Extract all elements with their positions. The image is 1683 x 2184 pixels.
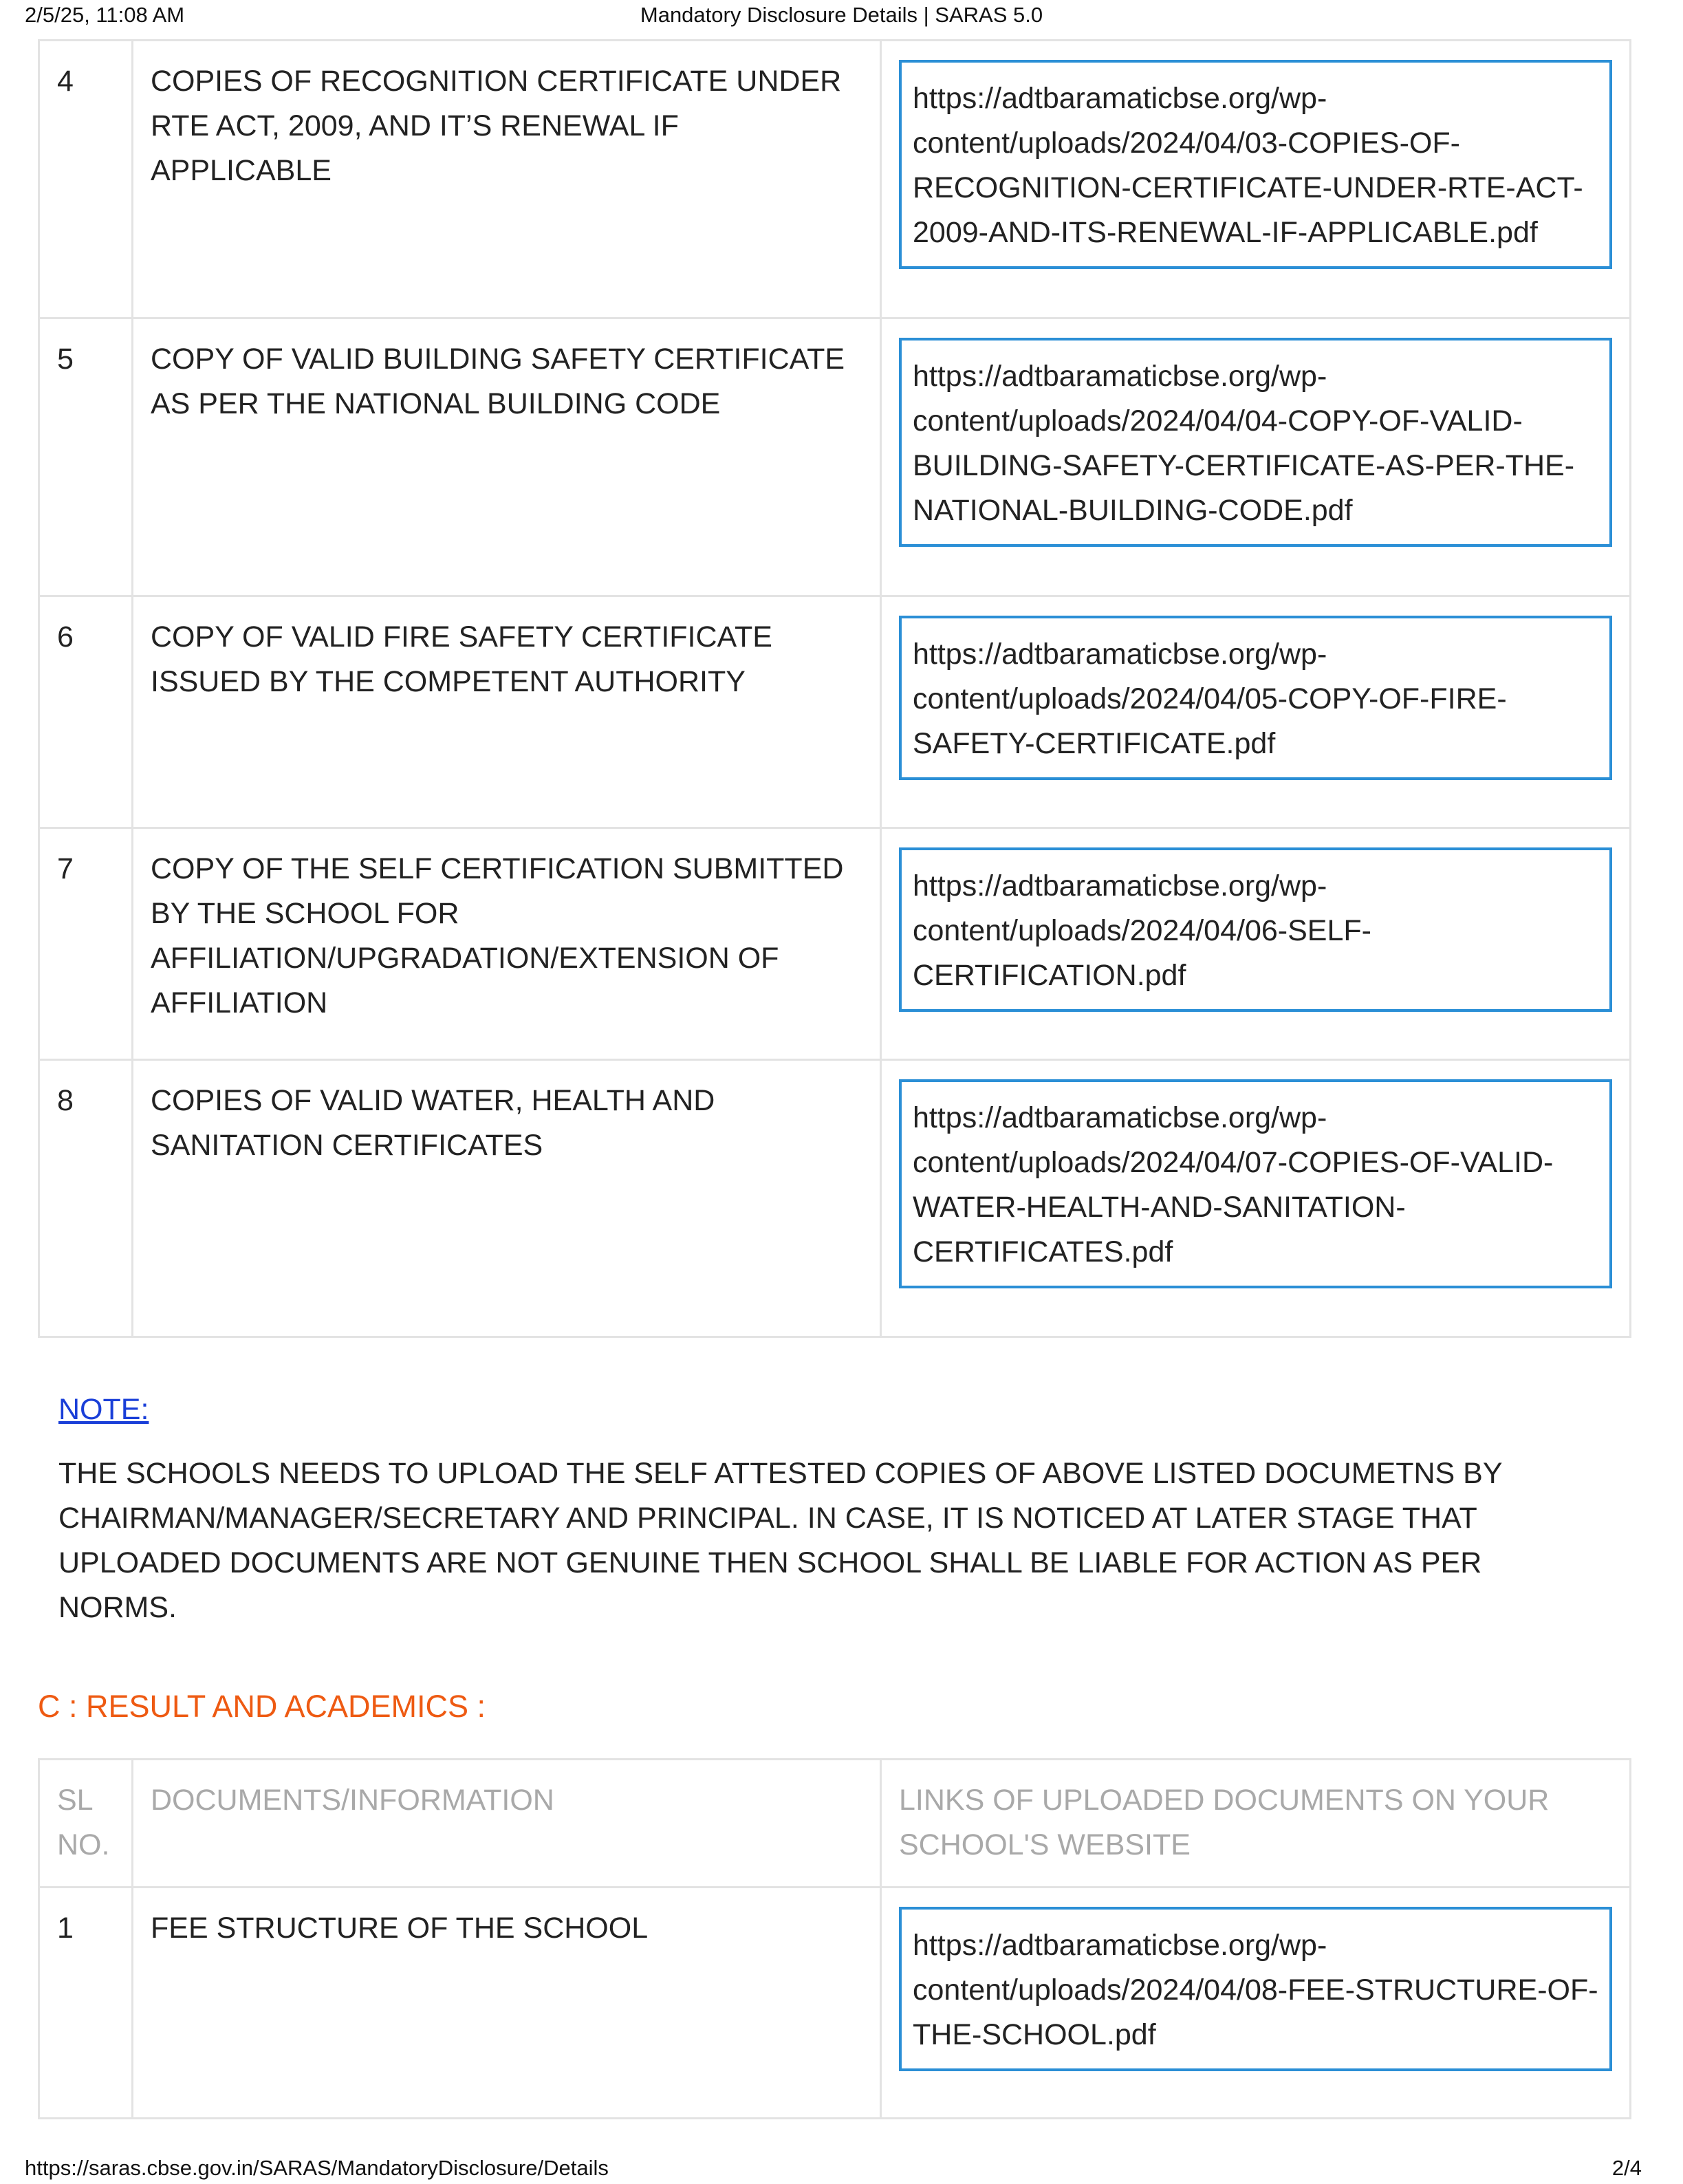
documents-table — [38, 39, 1631, 1338]
print-footer — [0, 2152, 1683, 2182]
table-row — [39, 318, 1631, 596]
document-name: COPY OF VALID FIRE SAFETY CERTIFICATE ISSUED BY THE COMPETENT AUTHORITY — [133, 596, 881, 828]
sl-number: 4 — [39, 41, 133, 318]
document-name: FEE STRUCTURE OF THE SCHOOL — [133, 1888, 881, 2119]
column-header-sl: SL NO. — [39, 1760, 133, 1888]
page-number: 2/4 — [1611, 2156, 1642, 2180]
table-row — [39, 596, 1631, 828]
link-cell — [881, 828, 1631, 1060]
link-cell — [881, 318, 1631, 596]
link-cell — [881, 1888, 1631, 2119]
document-name: COPIES OF VALID WATER, HEALTH AND SANITATION CERTIFICATES — [133, 1060, 881, 1337]
table-header-row — [39, 1760, 1631, 1888]
link-cell — [881, 596, 1631, 828]
document-link-field[interactable]: https://adtbaramaticbse.org/wp-content/uploads/2024/04/04-COPY-OF-VALID-BUILDING-SAFETY-CERTIFICATE-AS-PER-THE-NATIONAL-BUILDING-CODE.pdf — [899, 338, 1612, 547]
table-row — [39, 828, 1631, 1060]
note-text: THE SCHOOLS NEEDS TO UPLOAD THE SELF ATTESTED COPIES OF ABOVE LISTED DOCUMETNS BY CHAIRMAN/MANAGER/SECRETARY AND PRINCIPAL. IN CASE, IT IS NOTICED AT LATER STAGE THAT UPLOADED DOCUMENTS ARE NOT GENUINE THEN SCHOOL SHALL BE LIABLE FOR ACTION AS PER NORMS. — [58, 1457, 1502, 1624]
table-row — [39, 41, 1631, 318]
link-cell — [881, 1060, 1631, 1337]
column-header-document: DOCUMENTS/INFORMATION — [133, 1760, 881, 1888]
sl-number: 1 — [39, 1888, 133, 2119]
document-name: COPIES OF RECOGNITION CERTIFICATE UNDER RTE ACT, 2009, AND IT’S RENEWAL IF APPLICABLE — [133, 41, 881, 318]
document-link-field[interactable]: https://adtbaramaticbse.org/wp-content/uploads/2024/04/03-COPIES-OF-RECOGNITION-CERTIFICATE-UNDER-RTE-ACT-2009-AND-ITS-RENEWAL-IF-APPLICABLE.pdf — [899, 60, 1612, 269]
column-header-link: LINKS OF UPLOADED DOCUMENTS ON YOUR SCHOOL'S WEBSITE — [881, 1760, 1631, 1888]
print-header — [0, 0, 1683, 30]
table-row — [39, 1888, 1631, 2119]
table-row — [39, 1060, 1631, 1337]
link-cell — [881, 41, 1631, 318]
document-name: COPY OF VALID BUILDING SAFETY CERTIFICATE AS PER THE NATIONAL BUILDING CODE — [133, 318, 881, 596]
result-academics-table — [38, 1758, 1631, 2119]
section-c-heading: C : RESULT AND ACADEMICS : — [38, 1689, 486, 1724]
sl-number: 6 — [39, 596, 133, 828]
sl-number: 8 — [39, 1060, 133, 1337]
note-heading-link[interactable]: NOTE: — [58, 1393, 149, 1426]
document-name: COPY OF THE SELF CERTIFICATION SUBMITTED BY THE SCHOOL FOR AFFILIATION/UPGRADATION/EXTENSION OF AFFILIATION — [133, 828, 881, 1060]
document-link-field[interactable]: https://adtbaramaticbse.org/wp-content/uploads/2024/04/07-COPIES-OF-VALID-WATER-HEALTH-AND-SANITATION-CERTIFICATES.pdf — [899, 1079, 1612, 1288]
document-link-field[interactable]: https://adtbaramaticbse.org/wp-content/uploads/2024/04/05-COPY-OF-FIRE-SAFETY-CERTIFICATE.pdf — [899, 616, 1612, 780]
sl-number: 5 — [39, 318, 133, 596]
print-page-title: Mandatory Disclosure Details | SARAS 5.0 — [640, 3, 1043, 27]
document-link-field[interactable]: https://adtbaramaticbse.org/wp-content/uploads/2024/04/06-SELF-CERTIFICATION.pdf — [899, 847, 1612, 1012]
print-datetime: 2/5/25, 11:08 AM — [25, 3, 185, 27]
print-url: https://saras.cbse.gov.in/SARAS/MandatoryDisclosure/Details — [25, 2156, 609, 2180]
sl-number: 7 — [39, 828, 133, 1060]
document-link-field[interactable]: https://adtbaramaticbse.org/wp-content/uploads/2024/04/08-FEE-STRUCTURE-OF-THE-SCHOOL.pdf — [899, 1907, 1612, 2071]
